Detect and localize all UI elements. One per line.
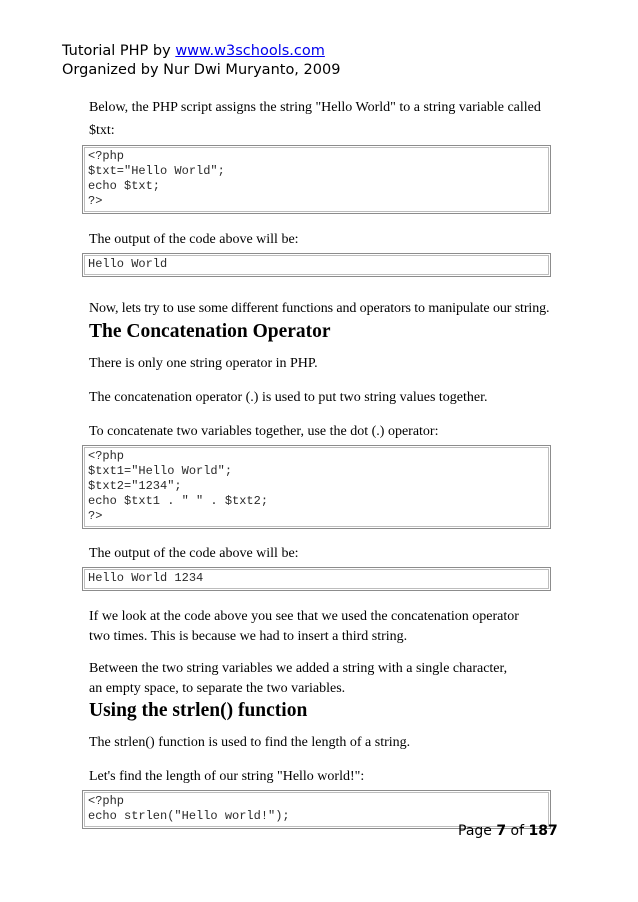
strlen-paragraph-2: Let's find the length of our string "Hello world!": — [89, 769, 365, 784]
output-block-2-text: Hello World 1234 — [84, 569, 549, 589]
output-block-1-text: Hello World — [84, 255, 549, 275]
page-number — [458, 823, 558, 839]
output-block-2 — [82, 567, 551, 591]
concat-paragraph-4: If we look at the code above you see that we used the concatenation operator two times. This is because we had to insert a third string. — [89, 609, 519, 644]
concat-paragraph-3: To concatenate two variables together, use the dot (.) operator: — [89, 424, 439, 439]
page-content — [89, 96, 555, 829]
header-line-1 — [62, 42, 340, 61]
code-block-3-text: <?php echo strlen("Hello world!"); — [84, 792, 549, 827]
w3schools-link[interactable]: www.w3schools.com — [175, 43, 325, 59]
heading-concatenation-operator: The Concatenation Operator — [89, 321, 331, 342]
document-header — [62, 42, 340, 80]
page-label: Page — [458, 823, 497, 839]
output-label-1: The output of the code above will be: — [89, 232, 299, 247]
total-pages: 187 — [528, 823, 558, 839]
header-title: Tutorial PHP by — [62, 43, 176, 59]
concat-paragraph-2: The concatenation operator (.) is used to put two string values together. — [89, 390, 488, 405]
output-block-1 — [82, 253, 551, 277]
code-block-1 — [82, 145, 551, 214]
strlen-paragraph-1: The strlen() function is used to find the length of a string. — [89, 735, 411, 750]
heading-strlen-function: Using the strlen() function — [89, 700, 308, 721]
code-block-2 — [82, 445, 551, 529]
concat-paragraph-1: There is only one string operator in PHP. — [89, 356, 318, 371]
page-of-label: of — [506, 823, 529, 839]
concat-paragraph-5: Between the two string variables we added a string with a single character, an empty space, to separate the two variables. — [89, 661, 508, 696]
code-block-1-text: <?php $txt="Hello World"; echo $txt; ?> — [84, 147, 549, 212]
code-block-2-text: <?php $txt1="Hello World"; $txt2="1234"; echo $txt1 . " " . $txt2; ?> — [84, 447, 549, 527]
transition-paragraph: Now, lets try to use some different functions and operators to manipulate our string. — [89, 301, 550, 316]
output-label-2: The output of the code above will be: — [89, 546, 299, 561]
intro-paragraph: Below, the PHP script assigns the string "Hello World" to a string variable called $txt: — [89, 100, 541, 138]
header-line-2: Organized by Nur Dwi Muryanto, 2009 — [62, 62, 341, 78]
current-page: 7 — [496, 823, 507, 839]
